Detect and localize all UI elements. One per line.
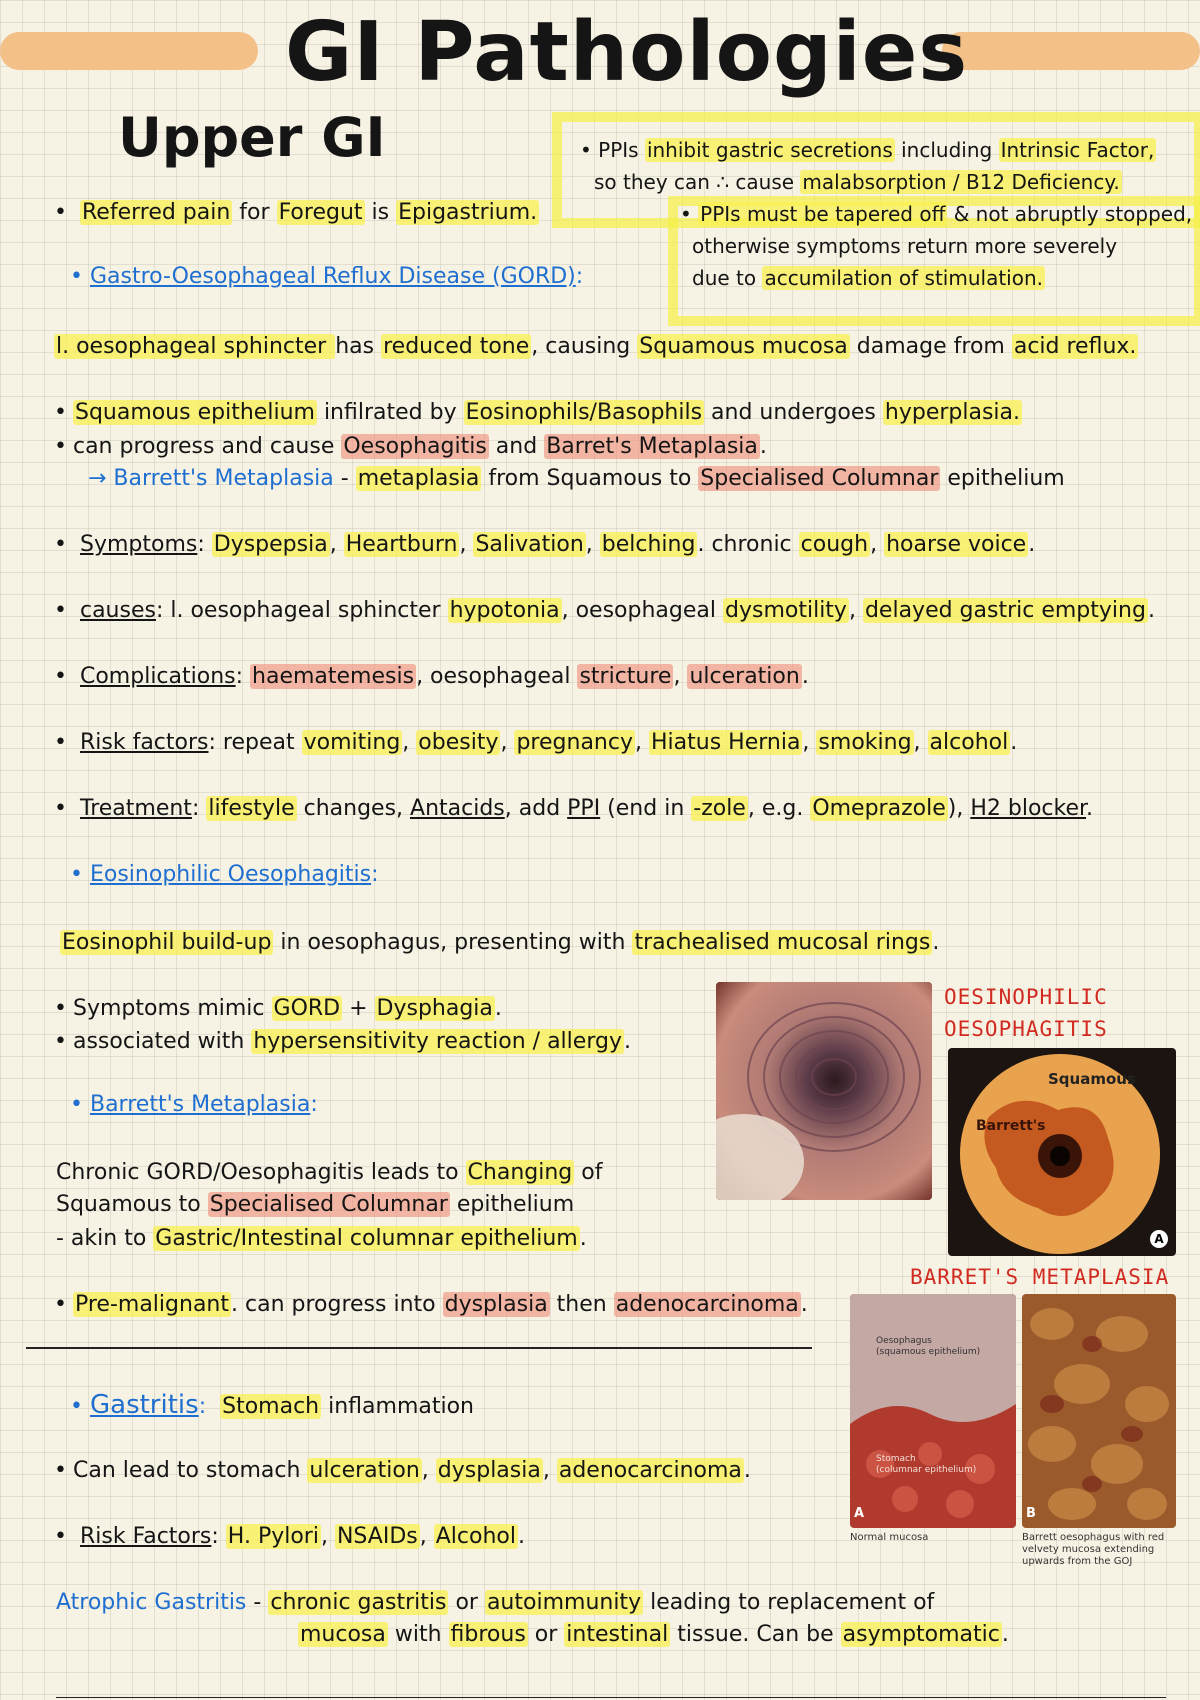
text-span: l. oesophageal sphincter (56, 334, 334, 359)
text-span: , (848, 598, 863, 623)
gastritis-risk-line (54, 1522, 525, 1552)
text-span: inflammation (321, 1394, 474, 1419)
text-span: H. Pylori (227, 1524, 319, 1549)
gord-progress-line (54, 432, 767, 462)
text-span: asymptomatic (842, 1622, 1000, 1647)
text-span: dysplasia (437, 1458, 541, 1483)
text-span: Changing (467, 1160, 573, 1185)
text-span: H2 blocker (970, 796, 1087, 821)
referred-pain-line (54, 198, 539, 228)
text-span: Salivation (475, 532, 584, 557)
text-span: Dysphagia (376, 996, 493, 1021)
text-span: . can progress into (231, 1292, 443, 1317)
text-span: Referred pain (81, 200, 231, 225)
text-span: Dyspepsia (213, 532, 328, 557)
gord-risk-line (54, 728, 1017, 758)
text-span: hypersensitivity reaction / allergy (253, 1029, 622, 1054)
text-span: - (333, 466, 356, 491)
eo-description (60, 928, 939, 958)
text-span: of (574, 1160, 603, 1185)
bm-line-3 (56, 1224, 587, 1254)
ppi-text: otherwise symptoms return more severely (692, 234, 1118, 258)
text-span: has (335, 334, 382, 359)
text-span: hypotonia (449, 598, 560, 623)
text-span: cough (800, 532, 869, 557)
label-text: Treatment (79, 796, 192, 821)
gord-heading: • Gastro-Oesophageal Reflux Disease (GORD): (70, 264, 584, 289)
text-span: . (801, 664, 809, 689)
text-span: . (1086, 796, 1094, 821)
text-span: Chronic GORD/Oesophagitis leads to (56, 1160, 466, 1185)
text-span: Eosinophil build-up (62, 930, 272, 955)
ppi-text: due to (692, 266, 763, 290)
text-span: ulceration (309, 1458, 420, 1483)
text-span: reduced tone (383, 334, 530, 359)
text-span: Specialised Columnar (700, 466, 939, 491)
specimen-label-stomach (876, 1454, 976, 1476)
gord-squamous-line (54, 398, 1022, 428)
text-span: + (342, 996, 375, 1021)
text-span: Can lead to stomach (72, 1458, 308, 1483)
text-span: , add (504, 796, 568, 821)
ppi-text: accumilation of stimulation. (764, 266, 1044, 290)
text-span: from Squamous to (481, 466, 699, 491)
heading-suffix: : (371, 862, 379, 887)
text-span: , oesophageal (561, 598, 723, 623)
text-span: can progress and cause (72, 434, 342, 459)
text-span: , (585, 532, 600, 557)
heading-text: Gastritis (89, 1390, 199, 1420)
text-span: ulceration (689, 664, 800, 689)
ppi-text: malabsorption / B12 Deficiency. (802, 170, 1120, 194)
text-span: belching (601, 532, 696, 557)
gord-treatment-line (54, 794, 1093, 824)
text-span: : l. oesophageal sphincter (155, 598, 448, 623)
text-span: Barret's Metaplasia (546, 434, 758, 459)
ppi-text: PPIs must be tapered off (700, 202, 946, 226)
label-text: Symptoms (79, 532, 198, 557)
text-span: Squamous mucosa (639, 334, 848, 359)
text-span: , causing (531, 334, 638, 359)
text-span: , (402, 730, 417, 755)
heading-text: Barrett's Metaplasia (89, 1092, 311, 1117)
section-divider (26, 1347, 812, 1349)
text-span: . chronic (697, 532, 799, 557)
title-bar-left (0, 32, 258, 70)
text-span: , (329, 532, 344, 557)
eo-image-label-2: OESOPHAGITIS (944, 1017, 1108, 1041)
text-span: chronic gastritis (270, 1590, 447, 1615)
text-span: , (802, 730, 817, 755)
text-span: Oesophagitis (343, 434, 487, 459)
text-span: hoarse voice (886, 532, 1027, 557)
ppi-text: so they can ∴ cause (594, 170, 801, 194)
barrett-endoscopy-image (948, 1048, 1176, 1256)
text-span: in oesophagus, presenting with (273, 930, 633, 955)
text-span: changes, (296, 796, 411, 821)
text-span: : (191, 796, 207, 821)
text-span: , (870, 532, 885, 557)
text-span: (end in (600, 796, 692, 821)
text-span: -zole (693, 796, 746, 821)
text-span: , e.g. (747, 796, 811, 821)
text-span: pregnancy (516, 730, 633, 755)
text-span: Heartburn (345, 532, 458, 557)
text-span: acid reflux. (1013, 334, 1137, 359)
text-span: , (913, 730, 928, 755)
eo-image-label-1: OESINOPHILIC (944, 985, 1108, 1009)
gastritis-inline (220, 1394, 474, 1419)
text-span: Squamous epithelium (74, 400, 315, 425)
bm-specimen-left (850, 1294, 1016, 1528)
text-span: . (517, 1524, 525, 1549)
text-span: hyperplasia. (884, 400, 1021, 425)
text-span: Symptoms mimic (72, 996, 272, 1021)
text-span: trachealised mucosal rings (634, 930, 931, 955)
eo-association-line (54, 1027, 631, 1057)
endo-label-squamous: Squamous (1048, 1070, 1136, 1088)
text-span: . (494, 996, 502, 1021)
endo-label-barretts: Barrett's (976, 1118, 1046, 1134)
text-span: smoking (818, 730, 912, 755)
ppi-text: PPIs (598, 138, 645, 162)
specimen-label-oesophagus (876, 1336, 980, 1358)
text-span: leading to replacement of (643, 1590, 935, 1615)
specimen-letter-b: B (1026, 1506, 1036, 1521)
text-span: : (211, 1524, 226, 1549)
atrophic-line-2 (298, 1620, 1009, 1650)
text-span: Epigastrium. (398, 200, 538, 225)
heading-suffix: : (310, 1092, 318, 1117)
atrophic-label: Atrophic Gastritis (56, 1590, 247, 1615)
specimen-text: (squamous epithelium) (876, 1347, 981, 1357)
text-span: adenocarcinoma (615, 1292, 799, 1317)
heading-text: Eosinophilic Oesophagitis (89, 862, 372, 887)
text-span: adenocarcinoma (558, 1458, 742, 1483)
gord-description (54, 332, 1138, 362)
specimen-text: (columnar epithelium) (876, 1465, 977, 1475)
text-span: . (1028, 532, 1036, 557)
text-span: . (1147, 598, 1155, 623)
text-span: - (246, 1590, 269, 1615)
text-span: . (743, 1458, 751, 1483)
title-bar-right (942, 32, 1200, 70)
text-span: epithelium (449, 1192, 575, 1217)
text-span: and undergoes (704, 400, 883, 425)
text-span: fibrous (450, 1622, 526, 1647)
text-span: obesity (418, 730, 499, 755)
gastritis-heading: • Gastritis: Stomach inflammation (70, 1390, 474, 1420)
label-text: Risk factors (79, 730, 209, 755)
text-span: - akin to (56, 1226, 154, 1251)
text-span: lifestyle (208, 796, 295, 821)
bm-premalignant-line (54, 1290, 808, 1320)
text-span: , (419, 1524, 434, 1549)
text-span: damage from (849, 334, 1012, 359)
text-span: Specialised Columnar (209, 1192, 448, 1217)
text-span: infilrated by (316, 400, 464, 425)
text-span: autoimmunity (486, 1590, 642, 1615)
text-span: stricture (579, 664, 672, 689)
text-span: . (1001, 1622, 1009, 1647)
text-span: Foregut (278, 200, 363, 225)
text-span: Omeprazole (812, 796, 946, 821)
text-span: haematemesis (252, 664, 415, 689)
bm-line-1 (56, 1158, 602, 1188)
text-span: alcohol (929, 730, 1009, 755)
bm-line-2 (56, 1190, 574, 1220)
label-text: Risk Factors (79, 1524, 212, 1549)
gord-complications-line (54, 662, 809, 692)
text-span: , oesophageal (416, 664, 578, 689)
symptoms-list (197, 532, 1035, 557)
text-span: then (549, 1292, 614, 1317)
text-span: . (932, 930, 940, 955)
endo-letter-a: A (1150, 1230, 1168, 1248)
text-span: dysmotility (725, 598, 847, 623)
text-span: , (673, 664, 688, 689)
text-span: Squamous to (56, 1192, 208, 1217)
text-span: or (448, 1590, 485, 1615)
text-span: , (634, 730, 649, 755)
eo-endoscopy-image (716, 982, 932, 1200)
text-span: associated with (72, 1029, 252, 1054)
atrophic-text (246, 1590, 934, 1615)
text-span: is (364, 200, 397, 225)
text-span: with (387, 1622, 449, 1647)
label-text: causes (79, 598, 156, 623)
gord-causes-line (54, 596, 1155, 626)
text-span: . (623, 1029, 631, 1054)
ppi-text: Intrinsic Factor, (1000, 138, 1155, 162)
text-span: Gastric/Intestinal columnar epithelium (155, 1226, 578, 1251)
eo-heading: • Eosinophilic Oesophagitis: (70, 862, 379, 887)
complications-list (236, 664, 809, 689)
section-title-upper-gi: Upper GI (118, 106, 386, 169)
gastritis-lead-line (54, 1456, 751, 1486)
treatment-list (192, 796, 1093, 821)
text-span: PPI (567, 796, 601, 821)
text-span: : (197, 532, 212, 557)
text-span: and (488, 434, 545, 459)
ppi-text: & not abruptly stopped, (947, 202, 1193, 226)
bm-image-label: BARRET'S METAPLASIA (910, 1265, 1170, 1289)
text-span: ), (947, 796, 971, 821)
text-span: : (235, 664, 251, 689)
specimen-caption-right: Barrett oesophagus with red velvety mucosa extending upwards from the GOJ (1022, 1532, 1165, 1567)
text-span: . (759, 434, 767, 459)
text-span: tissue. Can be (670, 1622, 841, 1647)
barrett-rest (334, 466, 1065, 491)
text-span: delayed gastric emptying (864, 598, 1146, 623)
text-span: . (800, 1292, 808, 1317)
text-span: dysplasia (444, 1292, 548, 1317)
text-span: , (421, 1458, 436, 1483)
barrett-link-text: → Barrett's Metaplasia (88, 466, 334, 491)
text-span: : repeat (208, 730, 302, 755)
bottom-divider (56, 1697, 1166, 1698)
text-span: NSAIDs (336, 1524, 418, 1549)
text-span: mucosa (300, 1622, 386, 1647)
text-span: Hiatus Hernia (650, 730, 801, 755)
text-span: Eosinophils/Basophils (465, 400, 703, 425)
ppi-text: including (894, 138, 999, 162)
text-span: Alcohol (435, 1524, 516, 1549)
bm-heading: • Barrett's Metaplasia: (70, 1092, 318, 1117)
ppi-text: inhibit gastric secretions (646, 138, 893, 162)
text-span: , (542, 1458, 557, 1483)
risk-list (211, 1524, 525, 1549)
text-span: Pre-malignant (74, 1292, 229, 1317)
text-span: Stomach (222, 1394, 320, 1419)
text-span: Antacids (410, 796, 505, 821)
text-span: , (459, 532, 474, 557)
bm-specimen-right (1022, 1294, 1176, 1528)
text-span: or (527, 1622, 565, 1647)
specimen-caption-left: Normal mucosa (850, 1532, 929, 1543)
specimen-letter-a: A (854, 1506, 865, 1521)
heading-suffix: : (575, 264, 584, 289)
specimen-text: Stomach (876, 1454, 916, 1464)
causes-list (156, 598, 1155, 623)
heading-text: Gastro-Oesophageal Reflux Disease (GORD) (89, 264, 576, 289)
specimen-text: Oesophagus (876, 1336, 932, 1346)
page-title: GI Pathologies (285, 5, 969, 100)
text-span: . (579, 1226, 587, 1251)
text-span: vomiting (303, 730, 401, 755)
risk-list (209, 730, 1018, 755)
text-span: metaplasia (357, 466, 480, 491)
text-span: , (500, 730, 515, 755)
text-span: intestinal (566, 1622, 669, 1647)
label-text: Complications (79, 664, 236, 689)
gord-barrett-line (88, 464, 1065, 494)
text-span: , (320, 1524, 335, 1549)
text-span: for (232, 200, 277, 225)
ppi-note: • PPIs inhibit gastric secretions including Intrinsic Factor, so they can ∴ cause malabsorption / B12 Deficiency. • PPIs must be tapered off & not abruptly stopped, otherwise symptoms return more severely due to accumilation of stimulation. (580, 138, 1193, 290)
eo-symptoms-line (54, 994, 502, 1024)
text-span: GORD (273, 996, 341, 1021)
atrophic-line-1 (56, 1588, 934, 1618)
text-span: . (1010, 730, 1018, 755)
text-span: epithelium (940, 466, 1065, 491)
gord-symptoms-line (54, 530, 1035, 560)
heading-suffix: : (198, 1394, 207, 1419)
